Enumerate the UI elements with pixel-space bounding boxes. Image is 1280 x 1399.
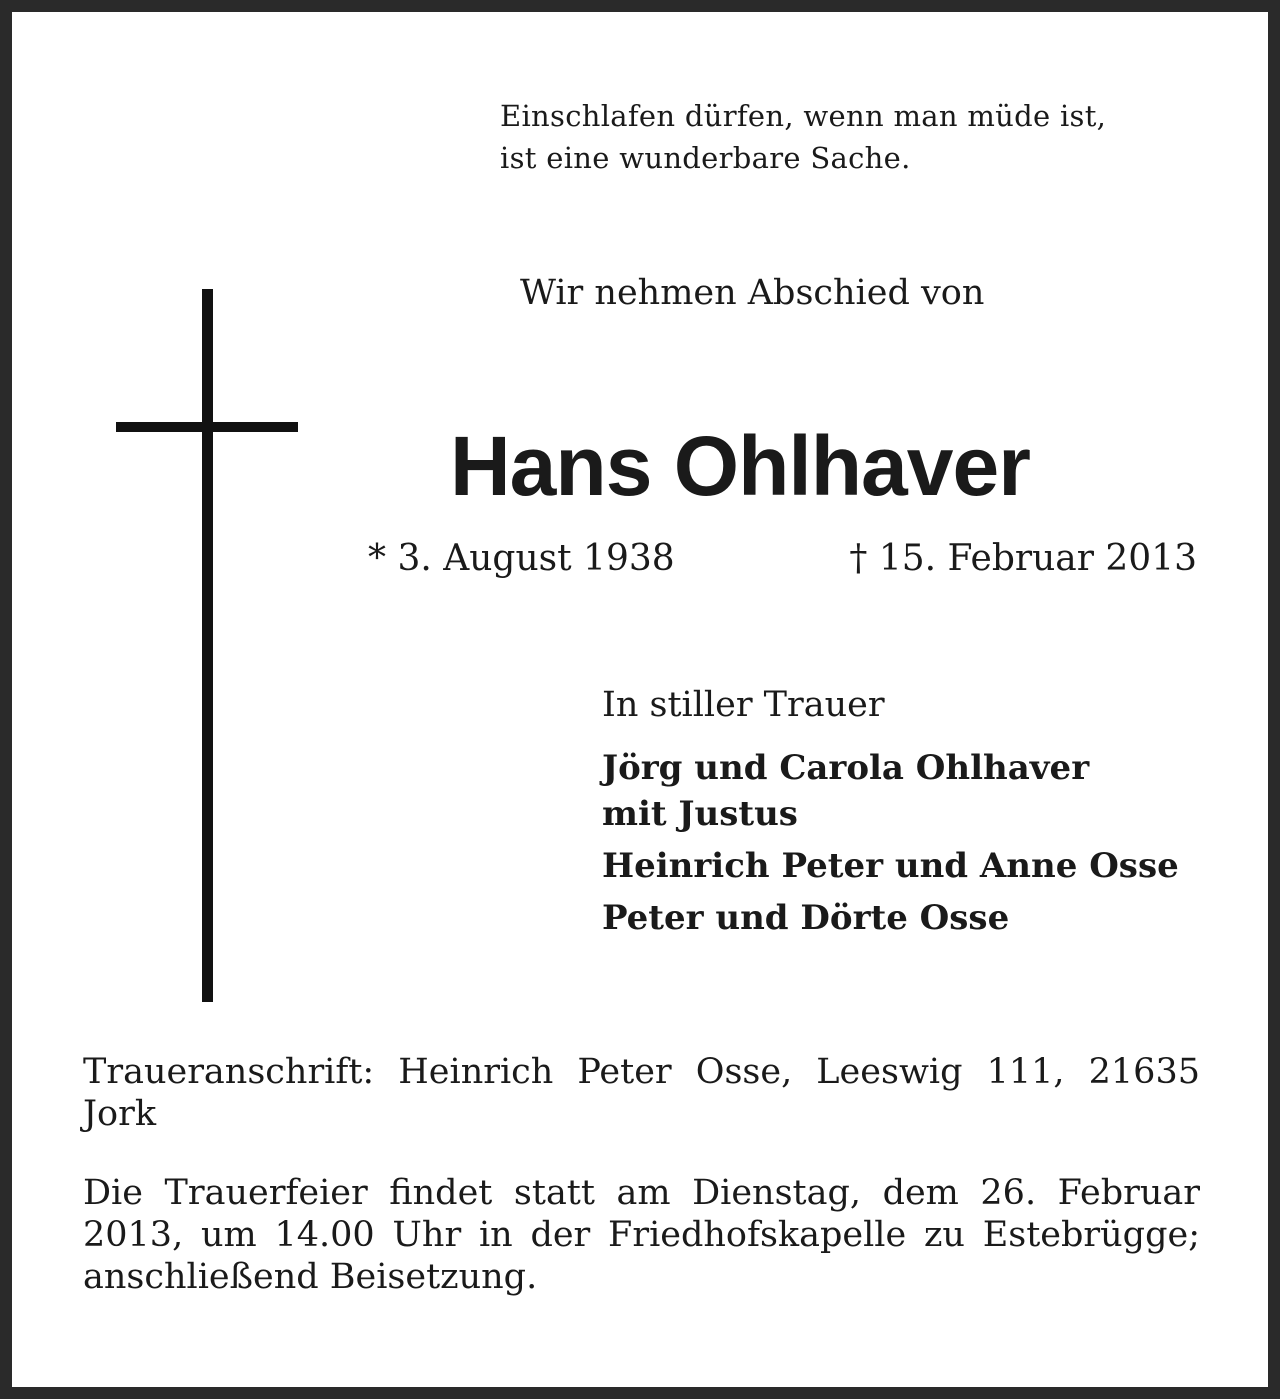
deceased-name: Hans Ohlhaver (450, 419, 1030, 513)
funeral-service-info: Die Trauerfeier findet statt am Dienstag, dem 26. Februar 2013, um 14.00 Uhr in der Friedhofskapelle zu Estebrügge; anschließend Beisetzung. (83, 1173, 1200, 1297)
birth-date: * 3. August 1938 (368, 538, 675, 579)
farewell-intro: Wir nehmen Abschied von (520, 273, 985, 313)
cross-icon-horizontal (116, 422, 298, 432)
mourner-name-continued: mit Justus (602, 794, 798, 834)
mourner-name: Heinrich Peter und Anne Osse (602, 846, 1179, 886)
motto-line-1: Einschlafen dürfen, wenn man müde ist, (500, 99, 1107, 133)
motto-line-2: ist eine wunderbare Sache. (500, 141, 911, 175)
motto-quote (500, 95, 1106, 179)
mourning-heading: In stiller Trauer (602, 685, 885, 725)
mourner-entry (602, 843, 1179, 889)
mourner-entry (602, 745, 1179, 837)
mourner-name: Peter und Dörte Osse (602, 898, 1010, 938)
cross-icon-vertical (202, 289, 213, 1002)
mourners-list (602, 745, 1179, 947)
mourning-address: Traueranschrift: Heinrich Peter Osse, Leeswig 111, 21635 Jork (83, 1052, 1200, 1134)
death-date: † 15. Februar 2013 (849, 538, 1197, 579)
mourner-name: Jörg und Carola Ohlhaver (602, 748, 1090, 788)
mourner-entry (602, 895, 1179, 941)
